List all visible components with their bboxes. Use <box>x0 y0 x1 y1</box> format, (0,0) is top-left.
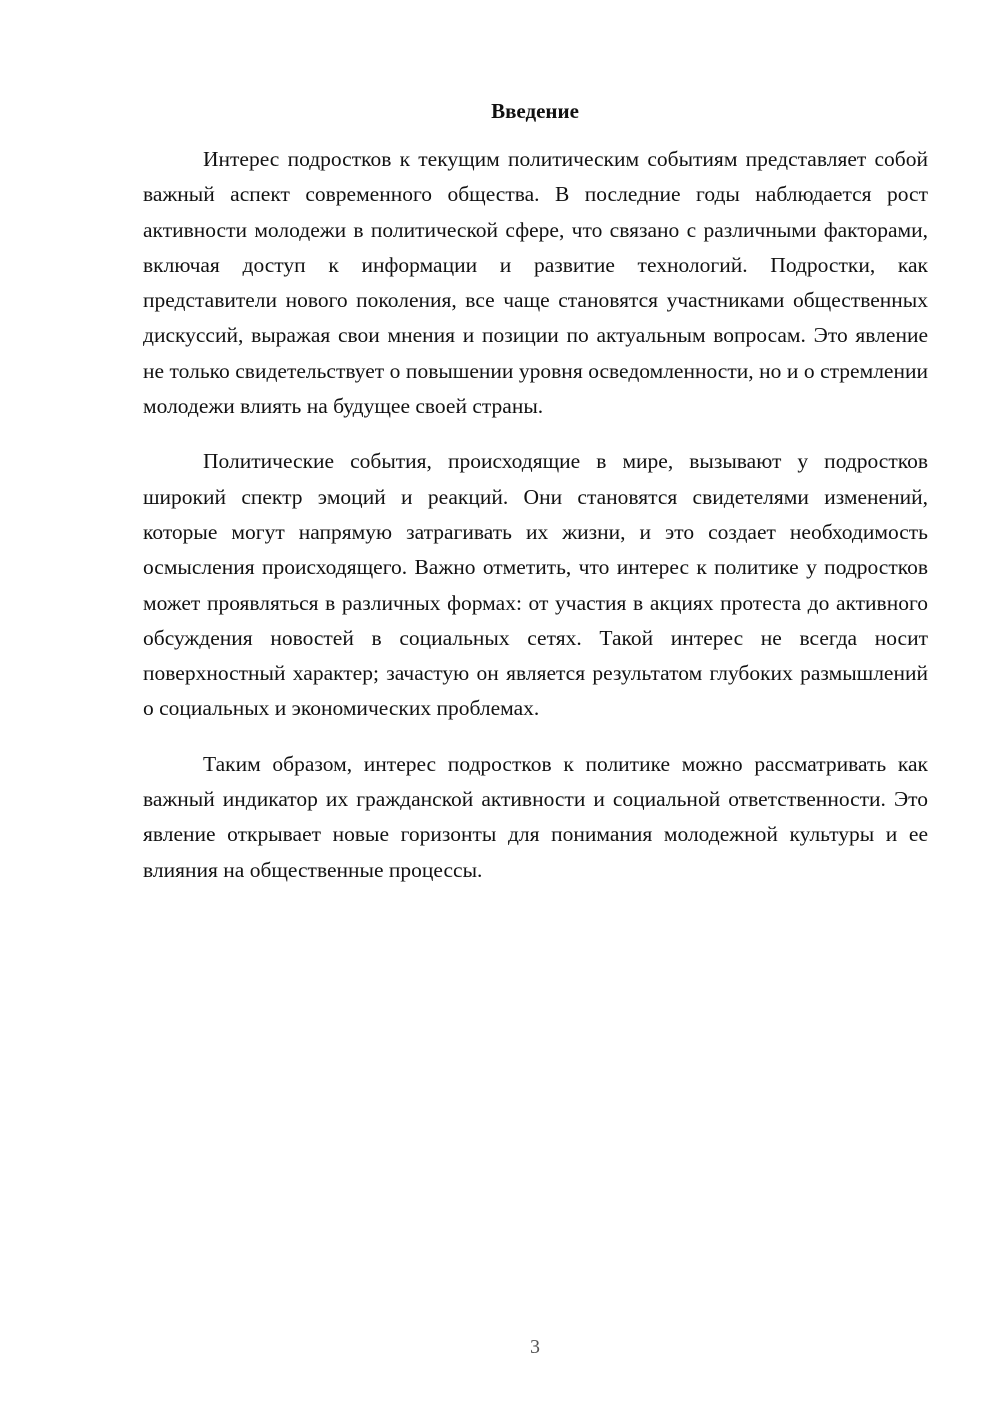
paragraph-3: Таким образом, интерес подростков к политике можно рассматривать как важный индикатор их гражданской активности и социальной ответственности. Это явление открывает новые горизонты для понимания молодежной культуры и ее влияния на общественные процессы. <box>143 751 928 882</box>
paragraph-2: Политические события, происходящие в мире, вызывают у подростков широкий спектр эмоций и реакций. Они становятся свидетелями изменений, которые могут напрямую затрагивать их жизни, и это создает необходимость осмысления происходящего. Важно отметить, что интерес к политике у подростков может проявляться в различных формах: от участия в акциях протеста до активного обсуждения новостей в социальных сетях. Такой интерес не всегда носит поверхностный характер; зачастую он является результатом глубоких размышлений о социальных и экономических проблемах. <box>143 449 928 721</box>
body-text <box>143 142 928 908</box>
section-title: Введение <box>491 99 579 123</box>
paragraph-1: Интерес подростков к текущим политическим событиям представляет собой важный аспект современного общества. В последние годы наблюдается рост активности молодежи в политической сфере, что связано с различными факторами, включая доступ к информации и развитие технологий. Подростки, как представители нового поколения, все чаще становятся участниками общественных дискуссий, выражая свои мнения и позиции по актуальным вопросам. Это явление не только свидетельствует о повышении уровня осведомленности, но и о стремлении молодежи влиять на будущее своей страны. <box>143 147 928 419</box>
page-number: 3 <box>530 1336 540 1358</box>
